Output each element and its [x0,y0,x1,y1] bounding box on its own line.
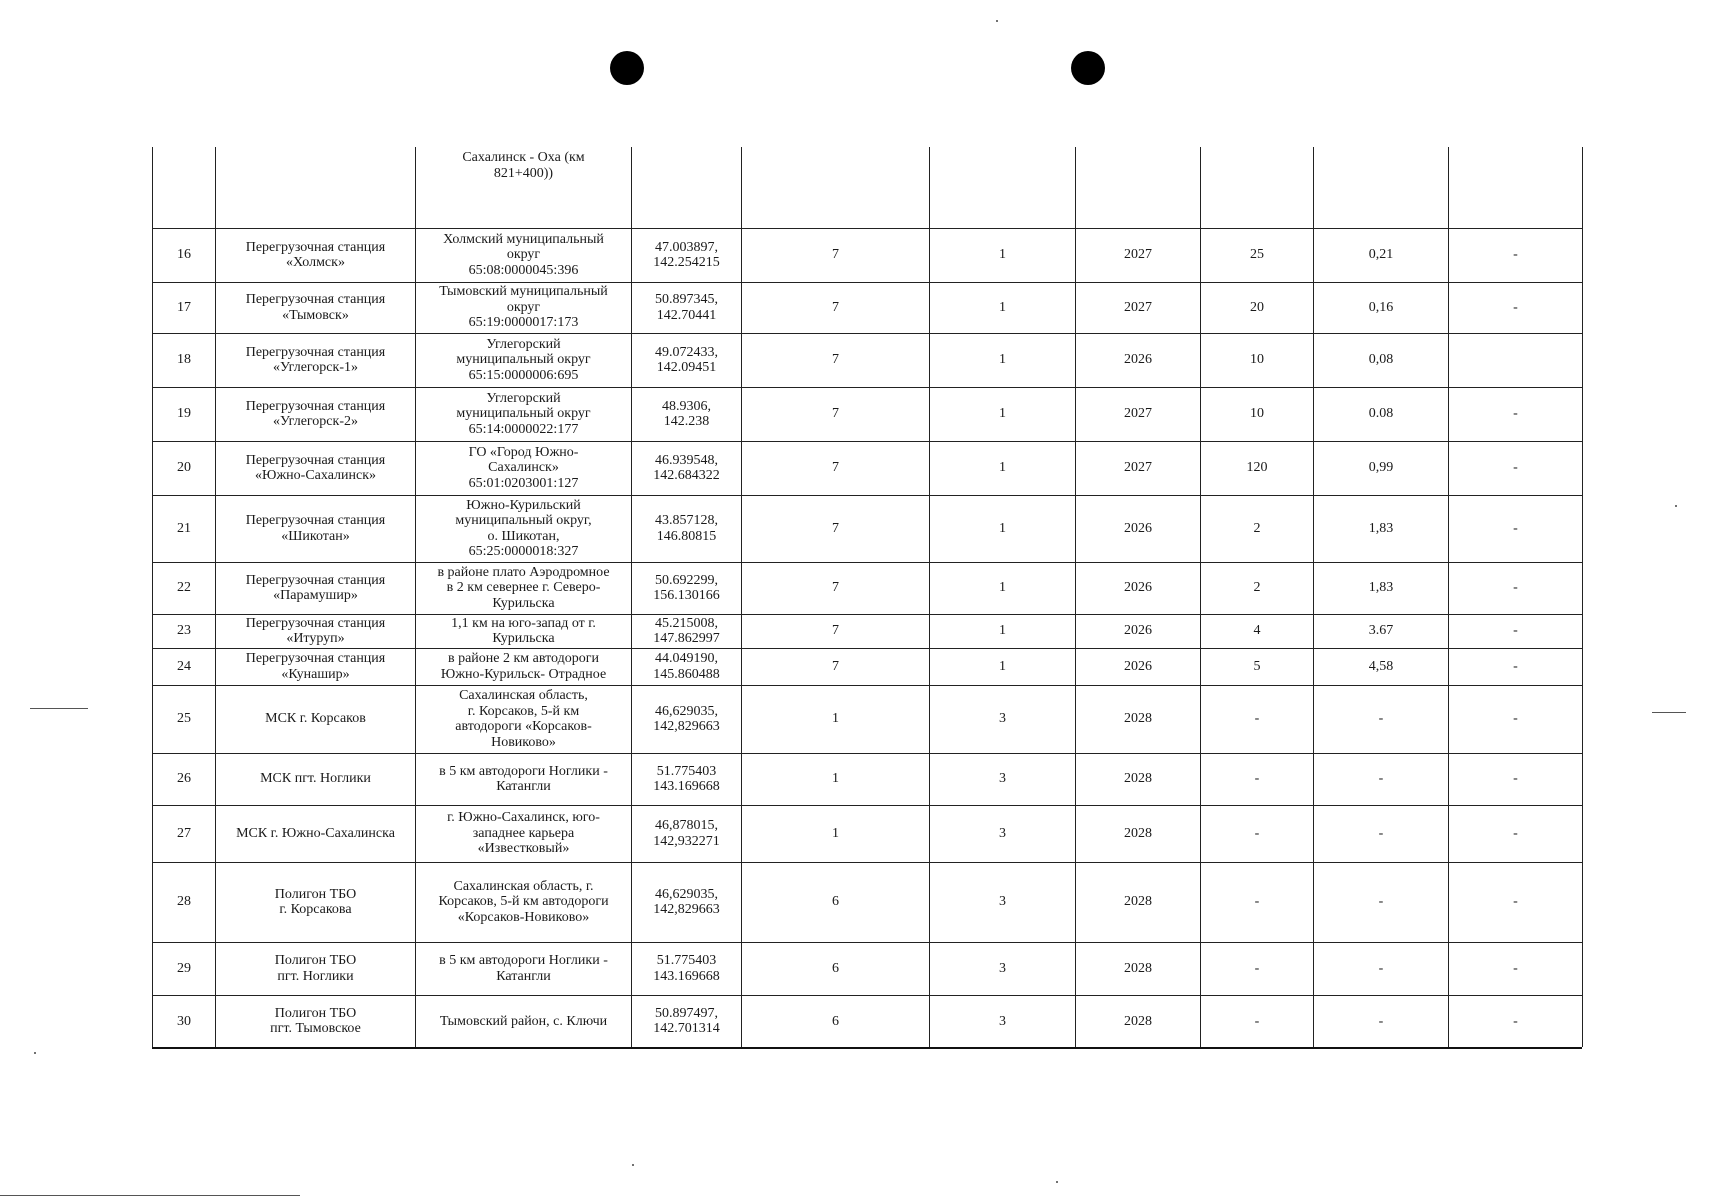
cell-num [153,147,216,228]
cell-location: г. Южно-Сахалинск, юго- западнее карьера «Известковый» [416,805,632,862]
cell-c6: 3 [930,753,1076,805]
cell-location: в 5 км автодороги Ноглики - Катангли [416,753,632,805]
cell-year: 2028 [1076,753,1201,805]
cell-num: 23 [153,614,216,648]
cell-c5: 1 [742,753,930,805]
cell-c8: 10 [1201,387,1314,441]
cell-c8: 10 [1201,333,1314,387]
punch-hole-left [610,51,644,85]
cell-c9: 0,99 [1314,441,1449,495]
cell-num: 21 [153,495,216,562]
cell-num: 25 [153,685,216,753]
table-row [153,147,1583,228]
cell-num: 18 [153,333,216,387]
cell-c8: - [1201,805,1314,862]
cell-c5: 6 [742,995,930,1047]
cell-year: 2026 [1076,333,1201,387]
cell-location: Южно-Курильский муниципальный округ, о. Шикотан, 65:25:0000018:327 [416,495,632,562]
cell-c10: - [1449,614,1583,648]
table-row [153,282,1583,333]
cell-name: Полигон ТБО г. Корсакова [216,862,416,942]
cell-c6: 3 [930,685,1076,753]
cell-c5: 7 [742,562,930,614]
cell-name: Перегрузочная станция «Кунашир» [216,648,416,685]
cell-c8: 4 [1201,614,1314,648]
scan-dot [34,1052,36,1054]
cell-name: Перегрузочная станция «Южно-Сахалинск» [216,441,416,495]
cell-c6: 1 [930,648,1076,685]
cell-c9: 1,83 [1314,562,1449,614]
table-row [153,495,1583,562]
cell-c10: - [1449,648,1583,685]
cell-num: 29 [153,942,216,995]
cell-coords: 46,629035, 142,829663 [632,685,742,753]
cell-c8: - [1201,753,1314,805]
cell-c10 [1449,147,1583,228]
cell-c5: 7 [742,495,930,562]
table-row [153,862,1583,942]
cell-c8: 120 [1201,441,1314,495]
table-row [153,562,1583,614]
cell-location: в районе 2 км автодороги Южно-Курильск- Отрадное [416,648,632,685]
cell-c8: - [1201,862,1314,942]
table-row [153,995,1583,1047]
cell-c5: 1 [742,685,930,753]
punch-hole-right [1071,51,1105,85]
cell-c8: 2 [1201,495,1314,562]
cell-location: Тымовский муниципальный округ 65:19:0000017:173 [416,282,632,333]
cell-c6: 1 [930,228,1076,282]
cell-coords: 45.215008, 147.862997 [632,614,742,648]
cell-year: 2028 [1076,862,1201,942]
cell-c8: - [1201,995,1314,1047]
cell-year: 2027 [1076,228,1201,282]
cell-c5: 6 [742,862,930,942]
table-row [153,942,1583,995]
scan-mark [30,708,88,709]
cell-c8: 5 [1201,648,1314,685]
cell-year: 2026 [1076,495,1201,562]
cell-num: 20 [153,441,216,495]
cell-c5: 7 [742,441,930,495]
cell-year: 2026 [1076,614,1201,648]
cell-c5: 7 [742,614,930,648]
cell-location: в районе плато Аэродромное в 2 км севернее г. Северо- Курильска [416,562,632,614]
cell-c10: - [1449,562,1583,614]
cell-num: 28 [153,862,216,942]
cell-year: 2027 [1076,441,1201,495]
table-row [153,387,1583,441]
cell-c10: - [1449,441,1583,495]
cell-name: Перегрузочная станция «Итуруп» [216,614,416,648]
cell-year: 2027 [1076,387,1201,441]
cell-name: Перегрузочная станция «Парамушир» [216,562,416,614]
cell-coords: 47.003897, 142.254215 [632,228,742,282]
cell-location: в 5 км автодороги Ноглики - Катангли [416,942,632,995]
cell-num: 27 [153,805,216,862]
cell-c9: - [1314,862,1449,942]
cell-c9: - [1314,685,1449,753]
cell-c9: - [1314,805,1449,862]
cell-c10: - [1449,228,1583,282]
cell-c5: 7 [742,648,930,685]
cell-c9: 0,08 [1314,333,1449,387]
cell-c5: 7 [742,333,930,387]
cell-name: Перегрузочная станция «Углегорск-1» [216,333,416,387]
cell-num: 17 [153,282,216,333]
cell-name: Перегрузочная станция «Тымовск» [216,282,416,333]
cell-location: Углегорский муниципальный округ 65:14:0000022:177 [416,387,632,441]
cell-name: МСК г. Южно-Сахалинска [216,805,416,862]
cell-c6: 3 [930,995,1076,1047]
cell-c8: 2 [1201,562,1314,614]
cell-c5: 7 [742,282,930,333]
cell-c9: 0,16 [1314,282,1449,333]
cell-location: 1,1 км на юго-запад от г. Курильска [416,614,632,648]
scan-dot [632,1164,634,1166]
table-row [153,685,1583,753]
cell-name: МСК пгт. Ноглики [216,753,416,805]
cell-c6: 1 [930,333,1076,387]
cell-c10: - [1449,753,1583,805]
cell-coords: 46.939548, 142.684322 [632,441,742,495]
cell-coords: 46,629035, 142,829663 [632,862,742,942]
cell-c9: 1,83 [1314,495,1449,562]
cell-location: Углегорский муниципальный округ 65:15:0000006:695 [416,333,632,387]
cell-c10: - [1449,685,1583,753]
cell-c5: 7 [742,387,930,441]
cell-c6: 3 [930,942,1076,995]
cell-coords: 50.897345, 142.70441 [632,282,742,333]
cell-c10: - [1449,387,1583,441]
cell-c10: - [1449,995,1583,1047]
cell-c9: 0,21 [1314,228,1449,282]
table-row [153,441,1583,495]
cell-location: Тымовский район, с. Ключи [416,995,632,1047]
cell-c5: 1 [742,805,930,862]
cell-coords: 50.692299, 156.130166 [632,562,742,614]
cell-location: Сахалинская область, г. Корсаков, 5-й км автодороги «Корсаков-Новиково» [416,862,632,942]
scan-mark [0,1195,300,1196]
cell-c6: 1 [930,562,1076,614]
cell-c9 [1314,147,1449,228]
cell-c6: 3 [930,805,1076,862]
cell-c9: - [1314,995,1449,1047]
cell-name: Перегрузочная станция «Шикотан» [216,495,416,562]
table-row [153,228,1583,282]
scan-dot [1056,1181,1058,1183]
table-row [153,614,1583,648]
cell-c5: 6 [742,942,930,995]
cell-c6: 1 [930,614,1076,648]
cell-name: МСК г. Корсаков [216,685,416,753]
cell-num: 30 [153,995,216,1047]
cell-c6: 1 [930,387,1076,441]
cell-c6 [930,147,1076,228]
cell-c9: - [1314,753,1449,805]
cell-coords: 50.897497, 142.701314 [632,995,742,1047]
cell-name [216,147,416,228]
cell-c9: - [1314,942,1449,995]
cell-coords: 51.775403 143.169668 [632,942,742,995]
cell-coords: 46,878015, 142,932271 [632,805,742,862]
table-row [153,805,1583,862]
cell-year: 2028 [1076,805,1201,862]
cell-year: 2028 [1076,685,1201,753]
cell-c9: 4,58 [1314,648,1449,685]
cell-num: 24 [153,648,216,685]
cell-c6: 1 [930,441,1076,495]
table-row [153,648,1583,685]
cell-c10: - [1449,942,1583,995]
cell-name: Полигон ТБО пгт. Ноглики [216,942,416,995]
cell-c10: - [1449,495,1583,562]
scan-dot [996,20,998,22]
cell-c9: 0.08 [1314,387,1449,441]
cell-location: Холмский муниципальный округ 65:08:0000045:396 [416,228,632,282]
cell-coords: 43.857128, 146.80815 [632,495,742,562]
cell-name: Перегрузочная станция «Холмск» [216,228,416,282]
cell-c10: - [1449,862,1583,942]
cell-c10: - [1449,282,1583,333]
cell-num: 19 [153,387,216,441]
cell-c9: 3.67 [1314,614,1449,648]
cell-year: 2027 [1076,282,1201,333]
cell-c8: 20 [1201,282,1314,333]
cell-c8: - [1201,685,1314,753]
scan-mark [1652,712,1686,713]
cell-c6: 1 [930,495,1076,562]
cell-location: Сахалинск - Оха (км 821+400)) [416,147,632,228]
cell-c10: - [1449,805,1583,862]
cell-year: 2026 [1076,648,1201,685]
cell-c10 [1449,333,1583,387]
cell-year: 2026 [1076,562,1201,614]
cell-coords: 48.9306, 142.238 [632,387,742,441]
facilities-grid [152,147,1583,1047]
cell-year [1076,147,1201,228]
cell-num: 26 [153,753,216,805]
cell-c6: 1 [930,282,1076,333]
cell-coords: 44.049190, 145.860488 [632,648,742,685]
cell-name: Перегрузочная станция «Углегорск-2» [216,387,416,441]
cell-c8 [1201,147,1314,228]
cell-num: 16 [153,228,216,282]
cell-c5 [742,147,930,228]
cell-year: 2028 [1076,942,1201,995]
cell-num: 22 [153,562,216,614]
cell-c6: 3 [930,862,1076,942]
cell-year: 2028 [1076,995,1201,1047]
cell-name: Полигон ТБО пгт. Тымовское [216,995,416,1047]
cell-coords [632,147,742,228]
table-row [153,333,1583,387]
scan-dot [1675,505,1677,507]
cell-coords: 49.072433, 142.09451 [632,333,742,387]
cell-location: ГО «Город Южно- Сахалинск» 65:01:0203001:127 [416,441,632,495]
table-row [153,753,1583,805]
cell-c8: 25 [1201,228,1314,282]
facilities-table [152,147,1582,1049]
cell-c8: - [1201,942,1314,995]
cell-location: Сахалинская область, г. Корсаков, 5-й км автодороги «Корсаков- Новиково» [416,685,632,753]
cell-c5: 7 [742,228,930,282]
cell-coords: 51.775403 143.169668 [632,753,742,805]
